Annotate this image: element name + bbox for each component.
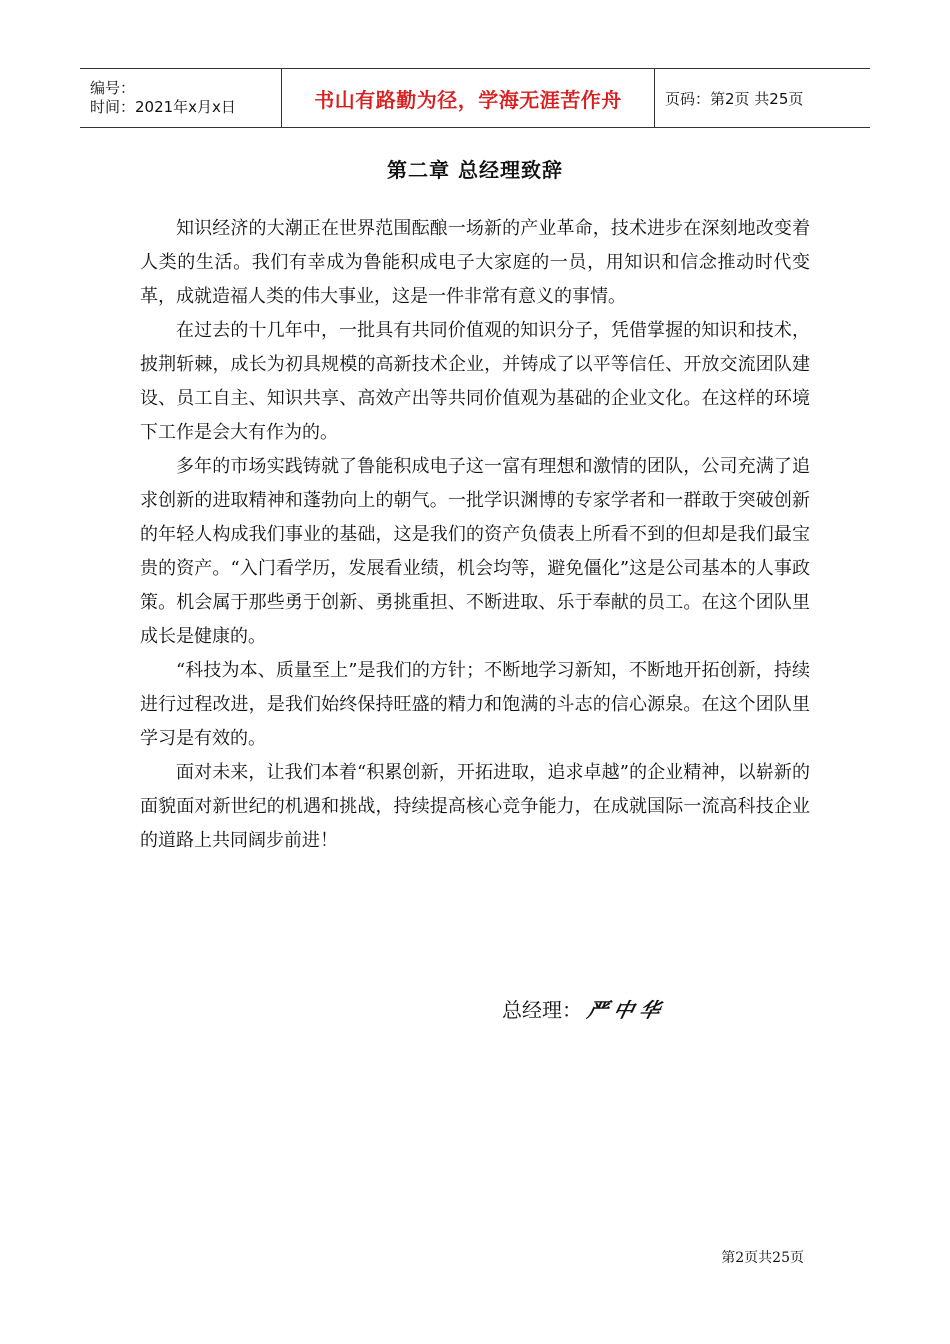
page-footer: 第2页共25页	[721, 1250, 804, 1266]
header-motto: 书山有路勤为径，学海无涯苦作舟	[314, 87, 622, 112]
signature-label: 总经理：	[502, 998, 582, 1022]
chapter-title: 第二章 总经理致辞	[387, 158, 563, 182]
paragraph: 知识经济的大潮正在世界范围酝酿一场新的产业革命，技术进步在深刻地改变着人类的生活。我们有幸成为鲁能积成电子大家庭的一员，用知识和信念推动时代变革，成就造福人类的伟大事业，这是一件非常有意义的事情。	[140, 218, 810, 307]
signature-block	[502, 994, 669, 1023]
signature-name: 严中华	[585, 998, 669, 1022]
document-body	[140, 212, 810, 858]
header-page-cell	[655, 69, 870, 127]
paragraph: 在过去的十几年中，一批具有共同价值观的知识分子，凭借掌握的知识和技术，披荆斩棘，成长为初具规模的高新技术企业，并铸成了以平等信任、开放交流团队建设、员工自主、知识共享、高效产出等共同价值观为基础的企业文化。在这样的环境下工作是会大有作为的。	[140, 320, 810, 443]
header-meta	[80, 69, 281, 127]
paragraph: 面对未来，让我们本着“积累创新，开拓进取，追求卓越”的企业精神，以崭新的面貌面对新世纪的机遇和挑战，持续提高核心竞争能力，在成就国际一流高科技企业的道路上共同阔步前进！	[140, 762, 810, 851]
page-header	[80, 68, 870, 128]
document-number-label: 编号：	[90, 79, 136, 97]
paragraph: 多年的市场实践铸就了鲁能积成电子这一富有理想和激情的团队，公司充满了追求创新的进取精神和蓬勃向上的朝气。一批学识渊博的专家学者和一群敢于突破创新的年轻人构成我们事业的基础，这是我们的资产负债表上所看不到的但却是我们最宝贵的资产。“入门看学历，发展看业绩，机会均等，避免僵化”这是公司基本的人事政策。机会属于那些勇于创新、勇挑重担、不断进取、乐于奉献的员工。在这个团队里成长是健康的。	[140, 456, 810, 647]
paragraph: “科技为本、质量至上”是我们的方针；不断地学习新知，不断地开拓创新，持续进行过程改进，是我们始终保持旺盛的精力和饱满的斗志的信心源泉。在这个团队里学习是有效的。	[140, 660, 810, 749]
header-page-info: 页码：第2页 共25页	[665, 89, 804, 108]
document-time-label: 时间：2021年x月x日	[90, 98, 236, 116]
header-motto-cell	[281, 69, 655, 127]
